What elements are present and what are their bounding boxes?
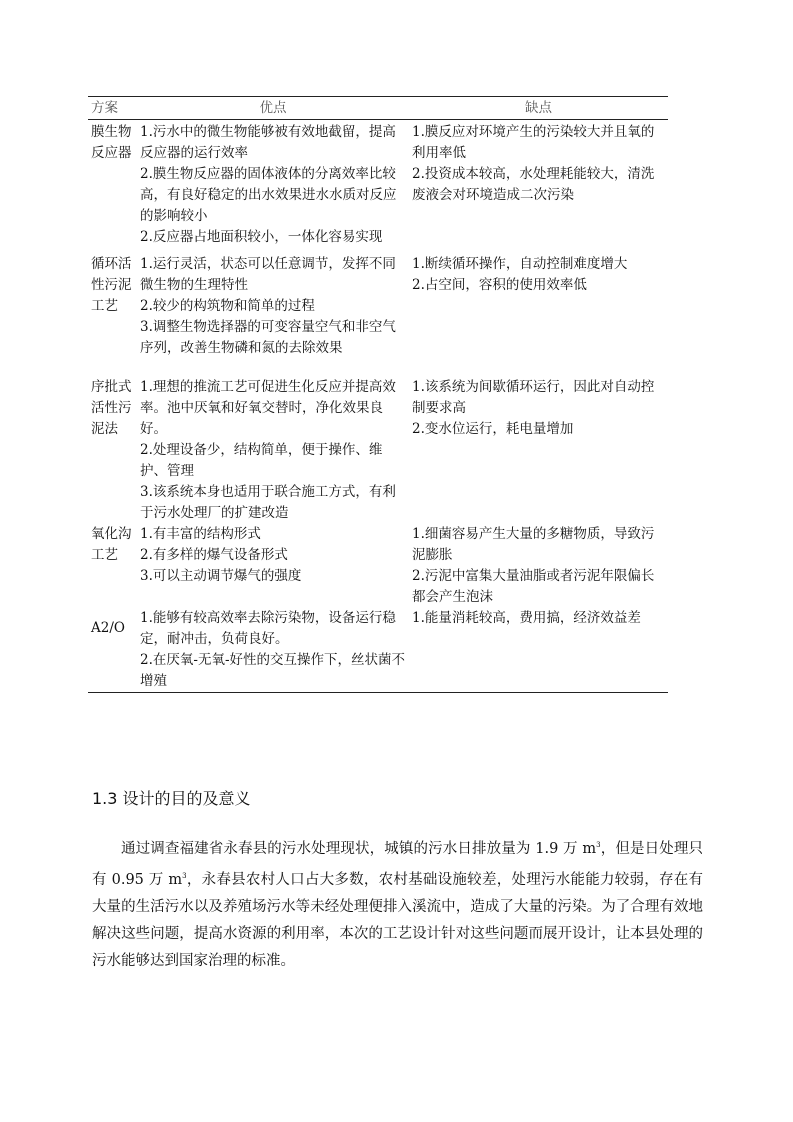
- cons-cell: [409, 254, 668, 377]
- comparison-table: [88, 96, 668, 693]
- header-cons: 缺点: [409, 97, 668, 120]
- pros-cell: [137, 377, 409, 524]
- scheme-name: A2/O: [88, 608, 137, 693]
- superscript-unit: 3: [182, 872, 187, 880]
- cell-item: 1.细菌容易产生大量的多糖物质，导致污泥膨胀: [412, 526, 655, 563]
- cons-cell: [409, 377, 668, 524]
- table-header-row: [88, 97, 668, 120]
- cell-item: 2.占空间，容积的使用效率低: [412, 277, 587, 293]
- body-paragraph: [92, 832, 703, 975]
- cell-item: 1.污水中的微生物能够被有效地截留，提高反应器的运行效率: [140, 124, 396, 161]
- cons-cell: [409, 524, 668, 608]
- cell-item: 3.调整生物选择器的可变容量空气和非空气序列，改善生物磷和氮的去除效果: [140, 319, 396, 356]
- pros-cell: [137, 608, 409, 693]
- cell-item: 2.处理设备少，结构简单，便于操作、维护、管理: [140, 442, 383, 479]
- paragraph-text: 通过调查福建省永春县的污水处理现状，城镇的污水日排放量为 1.9 万 m: [121, 841, 597, 857]
- cell-item: 3.可以主动调节爆气的强度: [140, 568, 302, 584]
- cell-item: 1.膜反应对环境产生的污染较大并且氧的利用率低: [412, 124, 655, 161]
- cons-cell: [409, 608, 668, 693]
- scheme-name: 循环活性污泥工艺: [91, 256, 132, 314]
- cell-item: 2.反应器占地面积较小，一体化容易实现: [140, 229, 383, 245]
- section-heading: 1.3 设计的目的及意义: [92, 789, 251, 808]
- table-row: [88, 254, 668, 377]
- cell-item: 1.能够有较高效率去除污染物，设备运行稳定，耐冲击，负荷良好。: [140, 610, 396, 647]
- cell-item: 1.理想的推流工艺可促进生化反应并提高效率。池中厌氧和好氧交替时，净化效果良好。: [140, 379, 396, 437]
- table-row: [88, 608, 668, 693]
- table-row: [88, 377, 668, 524]
- header-scheme: 方案: [88, 97, 137, 120]
- scheme-name: 序批式活性污泥法: [91, 379, 132, 437]
- scheme-name: 膜生物反应器: [91, 124, 132, 161]
- table-row: [88, 120, 668, 255]
- cell-item: 2.在厌氧-无氧-好性的交互操作下，丝状菌不增殖: [140, 652, 406, 689]
- cell-item: 2.投资成本较高，水处理耗能较大，清洗废液会对环境造成二次污染: [412, 166, 655, 203]
- pros-cell: [137, 524, 409, 608]
- table-row: [88, 524, 668, 608]
- cell-item: 2.膜生物反应器的固体液体的分离效率比较高，有良好稳定的出水效果进水水质对反应的影响较小: [140, 166, 397, 224]
- cell-item: 2.有多样的爆气设备形式: [140, 547, 288, 563]
- pros-cell: [137, 254, 409, 377]
- superscript-unit: 3: [596, 841, 601, 849]
- cons-cell: [409, 120, 668, 255]
- pros-cell: [137, 120, 409, 255]
- paragraph-text: ，但是日处理只有 0.95 万 m: [92, 841, 704, 888]
- cell-item: 2.污泥中富集大量油脂或者污泥年限偏长都会产生泡沫: [412, 568, 655, 605]
- cell-item: 1.有丰富的结构形式: [140, 526, 261, 542]
- cell-item: 3.该系统本身也适用于联合施工方式，有利于污水处理厂的扩建改造: [140, 484, 396, 521]
- cell-item: 1.该系统为间歇循环运行，因此对自动控制要求高: [412, 379, 655, 416]
- cell-item: 1.运行灵活，状态可以任意调节，发挥不同微生物的生理特性: [140, 256, 396, 293]
- cell-item: 1.断续循环操作，自动控制难度增大: [412, 256, 628, 272]
- scheme-name: 氧化沟工艺: [91, 526, 132, 563]
- cell-item: 2.较少的构筑物和简单的过程: [140, 298, 315, 314]
- paragraph-text: ，永春县农村人口占大多数，农村基础设施较差，处理污水能能力较弱，存在有大量的生活污水以及养殖场污水等未经处理便排入溪流中，造成了大量的污染。为了合理有效地解决这些问题，提高水资源的利用率，本次的工艺设计针对这些问题而展开设计，让本县处理的污水能够达到国家治理的标准。: [92, 872, 703, 969]
- cell-item: 1.能量消耗较高，费用搞，经济效益差: [412, 610, 641, 626]
- header-pros: 优点: [137, 97, 409, 120]
- cell-item: 2.变水位运行，耗电量增加: [412, 421, 574, 437]
